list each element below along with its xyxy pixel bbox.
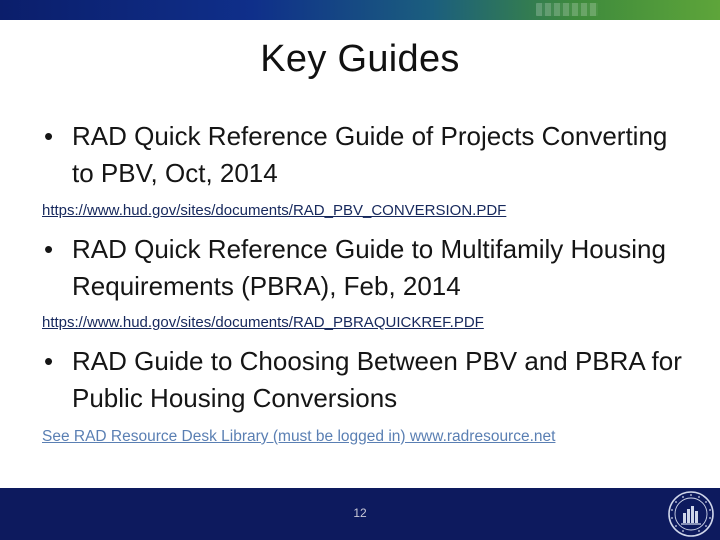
bullet-marker: • xyxy=(44,234,54,264)
top-bar-faint-mark xyxy=(536,3,598,16)
page-number: 12 xyxy=(353,506,367,520)
slide-title: Key Guides xyxy=(260,38,460,80)
bullet-text: RAD Quick Reference Guide of Projects Converting to PBV, Oct, 2014 xyxy=(72,121,668,188)
slide-footer xyxy=(0,488,720,540)
bullet-text: RAD Quick Reference Guide to Multifamily Housing Requirements (PBRA), Feb, 2014 xyxy=(72,234,666,301)
bullet-marker: • xyxy=(44,121,54,151)
hud-seal-icon xyxy=(666,490,716,538)
pbra-quickref-link[interactable]: https://www.hud.gov/sites/documents/RAD_PBRAQUICKREF.PDF xyxy=(42,314,484,331)
rad-resource-desk-link[interactable]: See RAD Resource Desk Library (must be logged in) www.radresource.net xyxy=(42,428,556,445)
top-decorative-bar xyxy=(0,0,720,20)
bullet-marker: • xyxy=(44,346,54,376)
bullet-text: RAD Guide to Choosing Between PBV and PBRA for Public Housing Conversions xyxy=(72,346,682,413)
bullet-item-3 xyxy=(44,343,684,417)
pbv-conversion-link[interactable]: https://www.hud.gov/sites/documents/RAD_PBV_CONVERSION.PDF xyxy=(42,202,507,219)
bullet-item-2 xyxy=(44,231,684,305)
bullet-item-1 xyxy=(44,118,684,192)
